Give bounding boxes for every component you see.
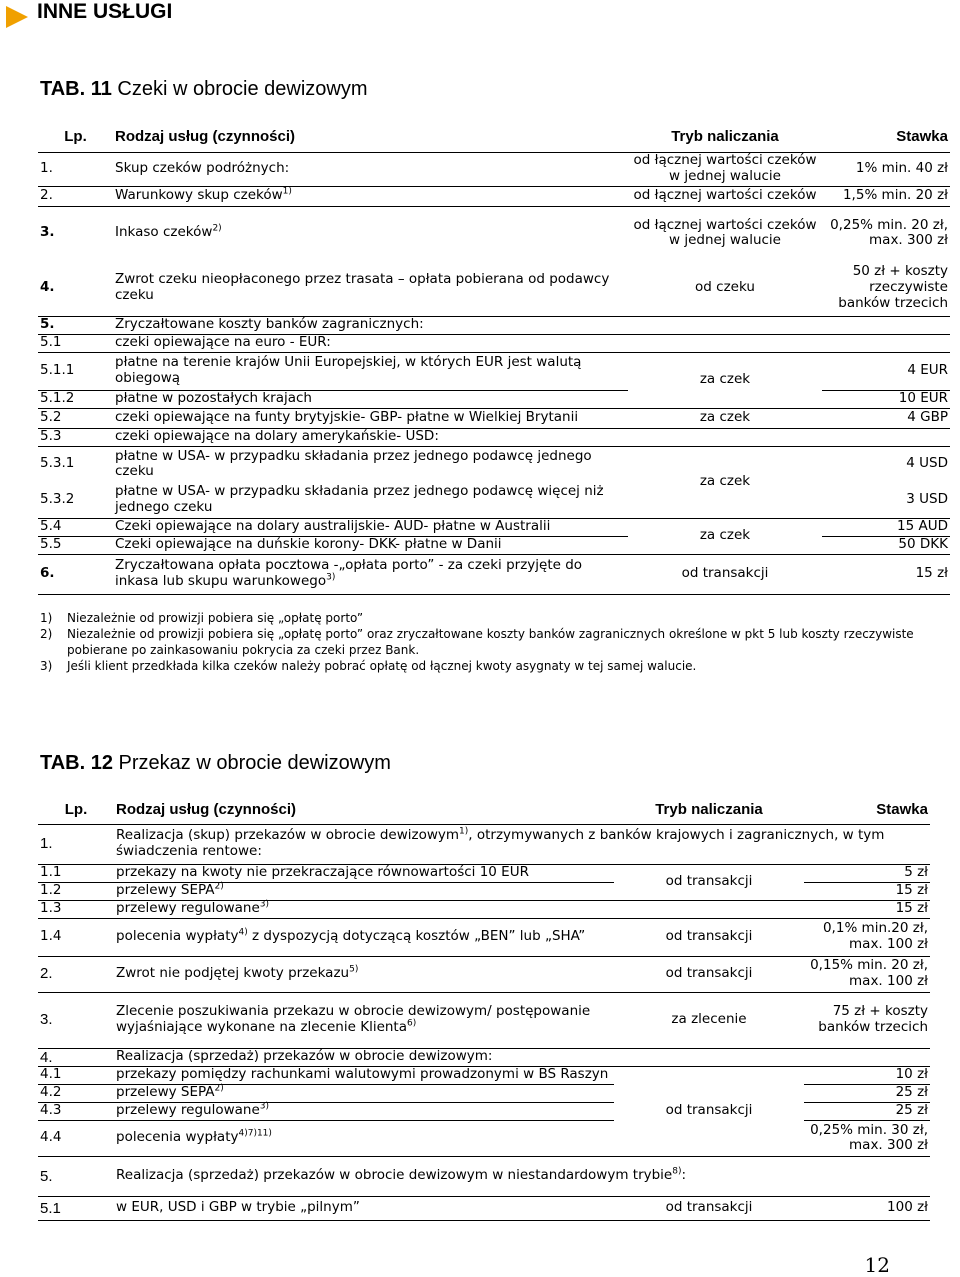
header-service: Rodzaj usług (czynności) (116, 801, 297, 819)
table-row: 3. Inkaso czeków$^{2)}$ od łącznej wartości czeków w jednej walucie 0,25% min. 20 zł, max. 300 zł (38, 206, 950, 260)
header-rate: Stawka (876, 801, 928, 819)
footnote: 3) Jeśli klient przedkłada kilka czeków należy pobrać opłatę od łącznej kwoty asygnaty w tej samej walucie. (40, 659, 697, 673)
table-header-row (38, 796, 930, 824)
table-row: 4.3 przelewy regulowane$^{3)}$ 25 zł (40, 1101, 928, 1119)
footnote: 1) Niezależnie od prowizji pobiera się „opłatę porto” (40, 611, 364, 625)
table-row: 1. Realizacja (skup) przekazów w obrocie dewizowym$^{1)}$, otrzymywanych z banków krajowych i zagranicznych, w tym świadczenia rentowe: (38, 824, 930, 864)
tab12-title-label: TAB. 12 (40, 752, 113, 774)
header-lp: Lp. (64, 128, 87, 146)
table-row: 5.3.1 płatne w USA- w przypadku składania przez jednego podawcę jednego czeku za czek 4 USD (38, 446, 950, 482)
header-mode: Tryb naliczania (671, 128, 779, 146)
table-row: 4. Zwrot czeku nieopłaconego przez trasata – opłata pobierana od podawcy czeku od czeku 50 zł + koszty rzeczywiste banków trzecich (40, 263, 948, 311)
table-row: 4. Realizacja (sprzedaż) przekazów w obrocie dewizowym: (38, 1048, 930, 1066)
table-row: 5.1 w EUR, USD i GBP w trybie „pilnym” od transakcji 100 zł (38, 1196, 930, 1220)
footnotes (40, 610, 930, 674)
tab11-title (40, 78, 368, 101)
table-row: 1.2 przelewy SEPA$^{2)}$ 15 zł (40, 881, 928, 899)
table-row: 4.1 przekazy pomiędzy rachunkami walutowymi prowadzonymi w BS Raszyn od transakcji 10 zł (38, 1066, 930, 1084)
tab11-title-text: Czeki w obrocie dewizowym (111, 78, 368, 100)
table-row: 5.5 Czeki opiewające na duńskie korony- DKK- płatne w Danii 50 DKK (40, 536, 948, 553)
header-lp: Lp. (64, 801, 88, 819)
table-row: 1.1 przekazy na kwoty nie przekraczające równowartości 10 EUR od transakcji 5 zł (38, 864, 930, 882)
table-row: 2. Zwrot nie podjętej kwoty przekazu$^{5)}$ od transakcji 0,15% min. 20 zł, max. 100 zł (38, 956, 930, 992)
tab11-table (38, 122, 950, 595)
table-row: 1. Skup czeków podróżnych: od łącznej wartości czeków w jednej walucie 1% min. 40 zł (40, 152, 948, 184)
table-row: 5. Zryczałtowane koszty banków zagranicznych: (38, 316, 950, 334)
header-service: Rodzaj usług (czynności) (115, 128, 296, 146)
table-row: 4.2 przelewy SEPA$^{2)}$ 25 zł (40, 1083, 928, 1101)
header-rate: Stawka (896, 128, 948, 146)
header-mode: Tryb naliczania (655, 801, 763, 819)
arrow-right-icon (6, 6, 28, 28)
table-row: 1.4 polecenia wypłaty$^{4)}$ z dyspozycją dotyczącą kosztów „BEN” lub „SHA” od transakcji 0,1% min.20 zł, max. 100 zł (38, 918, 930, 956)
table-row: 5.1.2 płatne w pozostałych krajach 10 EUR (40, 390, 948, 407)
tab12-title (40, 752, 391, 775)
tab12-title-text: Przekaz w obrocie dewizowym (112, 752, 391, 774)
table-row: 2. Warunkowy skup czeków$^{1)}$ od łącznej wartości czeków 1,5% min. 20 zł (38, 186, 950, 206)
table-row: 5.3 czeki opiewające na dolary amerykańskie- USD: (38, 428, 950, 446)
table-row: 3. Zlecenie poszukiwania przekazu w obrocie dewizowym/ postępowanie wyjaśniające wykonane na zlecenie Klienta$^{6)}$ za zlecenie 75 zł + koszty banków trzecich (38, 992, 930, 1048)
section-title: INNE USŁUGI (37, 0, 173, 23)
table-row: 6. Zryczałtowana opłata pocztowa -„opłata porto” - za czeki przyjęte do inkasa lub skupu warunkowego$^{3)}$ od transakcji 15 zł (38, 554, 950, 594)
footnote: 2) Niezależnie od prowizji pobiera się „opłatę porto” oraz zryczałtowane koszty banków zagranicznych określone w pkt 5 lub koszty rzeczywiste pobierane po zainkasowaniu pokrycia za czeki przez Bank. (40, 627, 914, 657)
table-row: 4.4 polecenia wypłaty$^{4)7)11)}$ 0,25% min. 30 zł, max. 300 zł (38, 1120, 930, 1156)
table-row: 5.1.1 płatne na terenie krajów Unii Europejskiej, w których EUR jest walutą obiegową za czek 4 EUR (38, 352, 950, 390)
table-row: 5.4 Czeki opiewające na dolary australijskie- AUD- płatne w Australii za czek 15 AUD (38, 518, 950, 536)
page-number: 12 (864, 1253, 890, 1277)
tab11-title-label: TAB. 11 (40, 78, 112, 100)
tab12-table (38, 796, 930, 1221)
table-header-row (38, 122, 950, 152)
table-row: 1.3 przelewy regulowane$^{3)}$ 15 zł (40, 899, 928, 917)
table-row: 5.2 czeki opiewające na funty brytyjskie- GBP- płatne w Wielkiej Brytanii za czek 4 GBP (38, 408, 950, 428)
table-row: 5. Realizacja (sprzedaż) przekazów w obrocie dewizowym w niestandardowym trybie$^{8)}$: (38, 1156, 930, 1196)
table-row: 5.1 czeki opiewające na euro - EUR: (38, 334, 950, 352)
table-row: 5.3.2 płatne w USA- w przypadku składania przez jednego podawcę więcej niż jednego czeku 3 USD (40, 483, 948, 515)
